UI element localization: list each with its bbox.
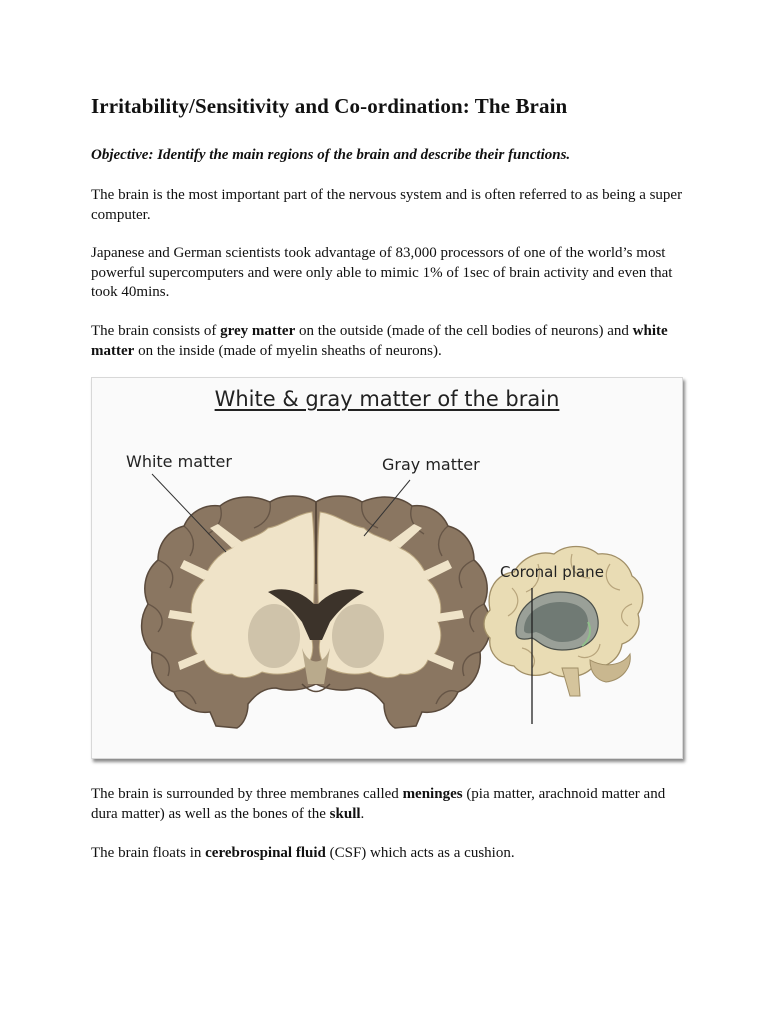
label-coronal-plane: Coronal plane: [500, 563, 604, 581]
term-white-matter: white matter: [91, 323, 668, 359]
text-span: The brain floats in: [91, 845, 206, 861]
text-span: on the outside (made of the cell bodies of neurons) and: [295, 323, 633, 339]
brain-matter-figure: [91, 377, 683, 759]
paragraph-brain-supercomputer: The brain is the most important part of the nervous system and is often referred to as being a super computer.: [91, 187, 683, 223]
term-cerebrospinal-fluid: cerebrospinal fluid: [205, 845, 326, 861]
term-meninges: meninges: [402, 786, 463, 802]
label-gray-matter: Gray matter: [382, 455, 480, 474]
text-span: (CSF) which acts as a cushion.: [325, 845, 515, 861]
paragraph-meninges: [91, 785, 691, 824]
text-span: on the inside (made of myelin sheaths of neurons).: [134, 342, 442, 359]
text-span: (pia matter, arachnoid matter and dura matter) as well as the bones of the: [91, 786, 666, 822]
text-span: The brain consists of: [91, 323, 221, 339]
figure-title: White & gray matter of the brain: [214, 387, 560, 411]
paragraph-supercomputer-study: Japanese and German scientists took advantage of 83,000 processors of one of the world’s most powerful supercomputers and were only able to mimic 1% of 1sec of brain activity and even that took 40mins.: [91, 245, 673, 300]
page-title: Irritability/Sensitivity and Co-ordination: The Brain: [91, 94, 568, 118]
paragraph-csf: [91, 844, 691, 864]
deep-nucleus-left: [248, 604, 300, 668]
term-grey-matter: grey matter: [220, 323, 296, 339]
label-white-matter: White matter: [126, 452, 232, 471]
paragraph-grey-white-matter: [91, 322, 691, 361]
text-span: The brain is surrounded by three membranes called: [91, 786, 403, 802]
deep-nucleus-right: [332, 604, 384, 668]
objective-text: Objective: Identify the main regions of the brain and describe their functions.: [91, 147, 571, 163]
term-skull: skull: [329, 805, 361, 822]
text-span: .: [360, 805, 365, 822]
coronal-section: [142, 496, 491, 728]
